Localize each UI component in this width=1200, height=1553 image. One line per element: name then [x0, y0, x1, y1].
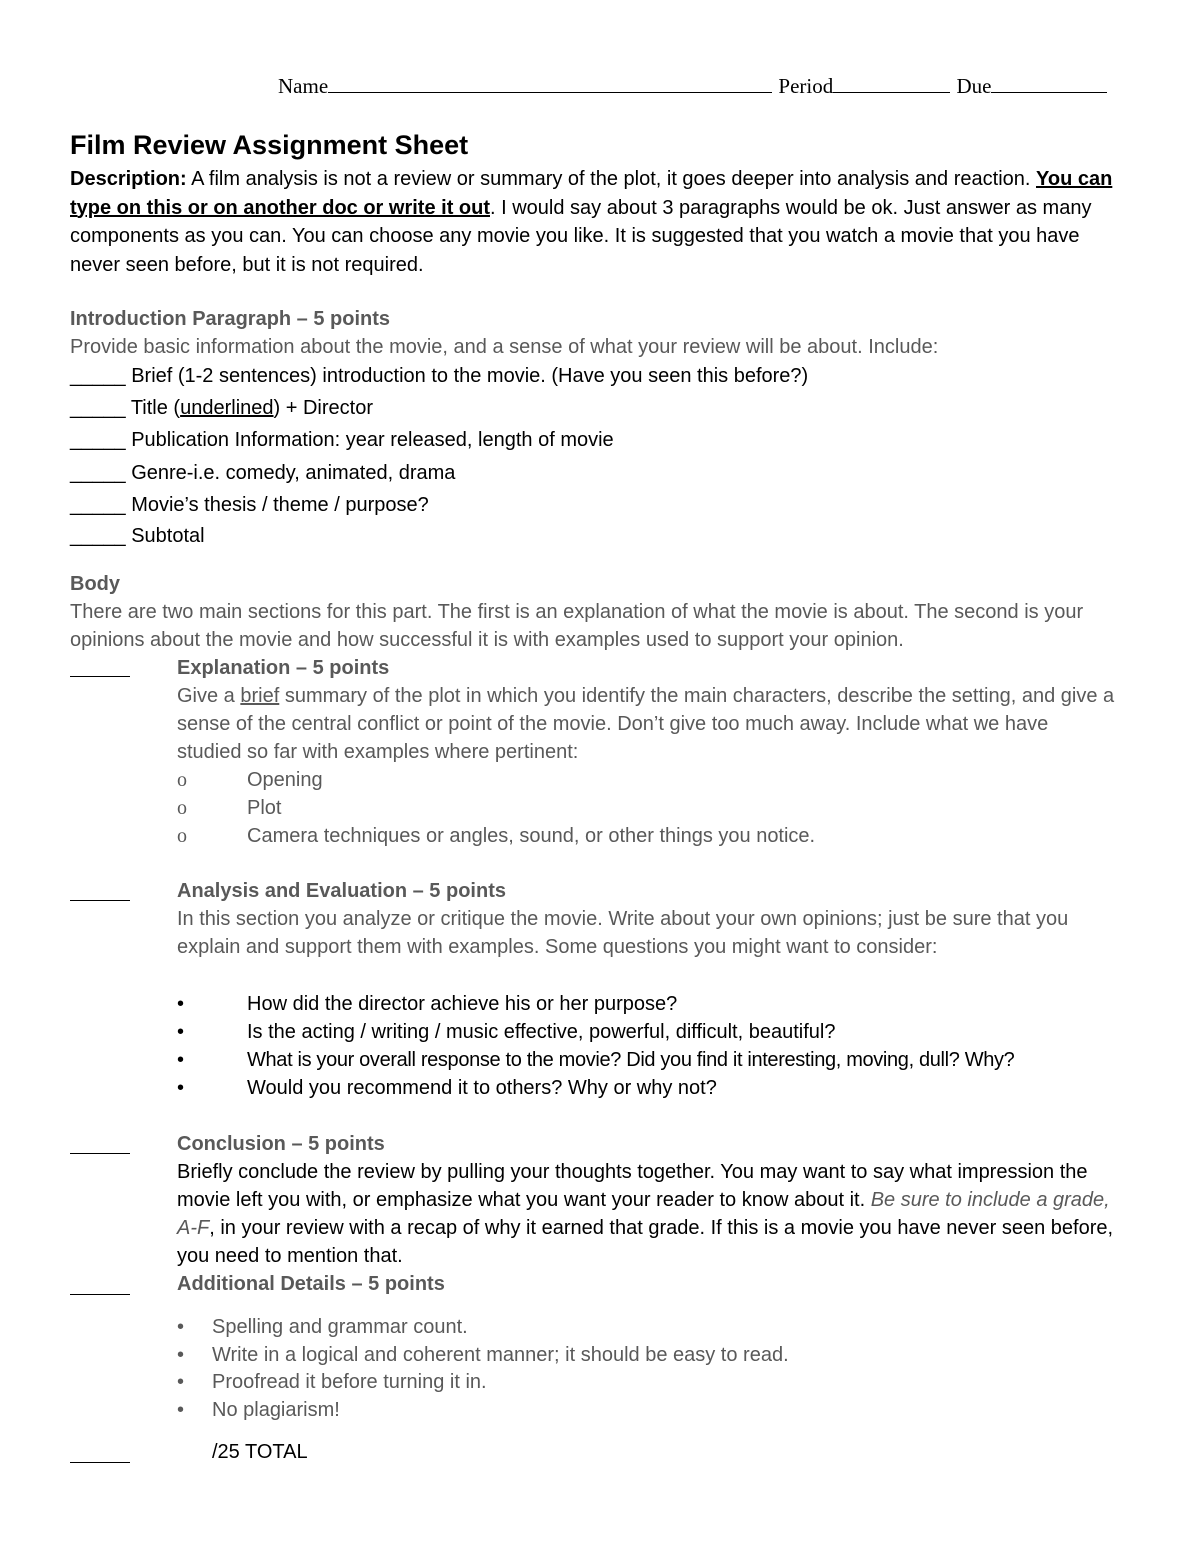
total-label: /25 TOTAL	[212, 1441, 308, 1463]
description-text-2: . I would say about 3 paragraphs would be ok. Just answer as many components as you can. You can choose any movie you like. It is suggested that you watch a movie that you have never seen before, but it is not required.	[70, 196, 1092, 276]
conclusion-text-a: Briefly conclude the review by pulling your thoughts together. You may want to say what impression the movie left you with, or emphasize what you want your reader to know about it.	[177, 1161, 1088, 1211]
intro-item-6	[70, 522, 205, 550]
explanation-item-1: Opening	[247, 769, 323, 791]
intro-item-2	[70, 394, 373, 422]
bullet-dot-icon: •	[177, 1371, 185, 1393]
additional-item-1: Spelling and grammar count.	[212, 1316, 468, 1338]
additional-item-4: No plagiarism!	[212, 1399, 340, 1421]
checklist-blank[interactable]: _____	[70, 494, 126, 516]
checklist-blank[interactable]: _____	[70, 462, 126, 484]
intro-item-label: Subtotal	[131, 525, 205, 547]
analysis-text: In this section you analyze or critique the movie. Write about your own opinions; just be sure that you explain and support them with examples. Some questions you might want to consider:	[177, 908, 1069, 958]
intro-item-5	[70, 491, 429, 519]
bullet-dot-icon: •	[177, 1021, 185, 1043]
additional-heading: Additional Details – 5 points	[177, 1273, 445, 1295]
explanation-item-2: Plot	[247, 797, 282, 819]
name-label: Name	[278, 74, 329, 98]
bullet-dot-icon: •	[177, 1316, 185, 1338]
due-blank[interactable]	[991, 72, 1107, 93]
bullet-dot-icon: •	[177, 1344, 185, 1366]
due-label: Due	[956, 74, 992, 98]
bullet-dot-icon: •	[177, 1049, 185, 1071]
conclusion-heading: Conclusion – 5 points	[177, 1133, 385, 1155]
explanation-text-b: summary of the plot in which you identify the main characters, describe the setting, and give a sense of the central conflict or point of the movie. Don’t give too much away. Include what we have studied so far with examples where pertinent:	[177, 685, 1115, 763]
checklist-blank[interactable]: _____	[70, 397, 126, 419]
description-text-1: A film analysis is not a review or summary of the plot, it goes deeper into analysis and reaction.	[186, 168, 1031, 190]
intro-item-label: Movie’s thesis / theme / purpose?	[131, 494, 429, 516]
bullet-dot-icon: •	[177, 1399, 185, 1421]
bullet-o-icon: o	[177, 769, 187, 791]
explanation-item-3: Camera techniques or angles, sound, or other things you notice.	[247, 825, 816, 847]
description	[70, 165, 1130, 279]
name-blank[interactable]	[328, 72, 772, 93]
explanation-text-a: Give a	[177, 685, 241, 707]
additional-item-3: Proofread it before turning it in.	[212, 1371, 487, 1393]
body-text: There are two main sections for this part. The first is an explanation of what the movie is about. The second is your opinions about the movie and how successful it is with examples used to support your opinion.	[70, 601, 1084, 651]
intro-item-4	[70, 459, 455, 487]
analysis-item-4: Would you recommend it to others? Why or why not?	[247, 1077, 717, 1099]
checklist-blank[interactable]: _____	[70, 525, 126, 547]
explanation-heading: Explanation – 5 points	[177, 657, 390, 679]
conclusion-text	[177, 1158, 1122, 1270]
description-label: Description:	[70, 168, 187, 190]
checklist-blank[interactable]: _____	[70, 365, 126, 387]
intro-item-label: Genre-i.e. comedy, animated, drama	[131, 462, 456, 484]
bullet-dot-icon: •	[177, 1077, 185, 1099]
conclusion-blank[interactable]	[70, 1153, 130, 1154]
page-title: Film Review Assignment Sheet	[70, 130, 469, 160]
conclusion-italic: Be sure to include a grade, A-F	[177, 1189, 1110, 1239]
explanation-text	[177, 682, 1117, 766]
analysis-item-3: What is your overall response to the movie? Did you find it interesting, moving, dull? Why?	[247, 1049, 1015, 1071]
intro-heading: Introduction Paragraph – 5 points	[70, 308, 391, 330]
intro-text: Provide basic information about the movie, and a sense of what your review will be about. Include:	[70, 336, 939, 358]
description-emphasis: You can type on this or on another doc or write it out	[70, 168, 1113, 219]
total-blank[interactable]	[70, 1462, 130, 1463]
additional-item-2: Write in a logical and coherent manner; it should be easy to read.	[212, 1344, 789, 1366]
bullet-dot-icon: •	[177, 993, 185, 1015]
intro-item-underlined: underlined	[180, 397, 274, 419]
intro-item-label: Publication Information: year released, length of movie	[131, 429, 614, 451]
additional-blank[interactable]	[70, 1294, 130, 1295]
bullet-o-icon: o	[177, 825, 187, 847]
analysis-item-2: Is the acting / writing / music effective, powerful, difficult, beautiful?	[247, 1021, 836, 1043]
body-heading: Body	[70, 573, 120, 595]
analysis-item-1: How did the director achieve his or her purpose?	[247, 993, 678, 1015]
analysis-blank[interactable]	[70, 900, 130, 901]
intro-item-label: Title (	[130, 397, 181, 419]
intro-item-3	[70, 426, 614, 454]
explanation-blank[interactable]	[70, 676, 130, 677]
checklist-blank[interactable]: _____	[70, 429, 126, 451]
intro-item-label: Brief (1-2 sentences) introduction to the movie. (Have you seen this before?)	[131, 365, 809, 387]
bullet-o-icon: o	[177, 797, 187, 819]
period-label: Period	[778, 74, 834, 98]
period-blank[interactable]	[833, 72, 950, 93]
explanation-brief: brief	[240, 685, 280, 707]
header-line	[278, 72, 1107, 100]
intro-item-1	[70, 362, 808, 390]
analysis-heading: Analysis and Evaluation – 5 points	[177, 880, 506, 902]
intro-item-rest: ) + Director	[273, 397, 373, 419]
conclusion-text-b: , in your review with a recap of why it earned that grade. If this is a movie you have never seen before, you need to mention that.	[177, 1217, 1114, 1267]
